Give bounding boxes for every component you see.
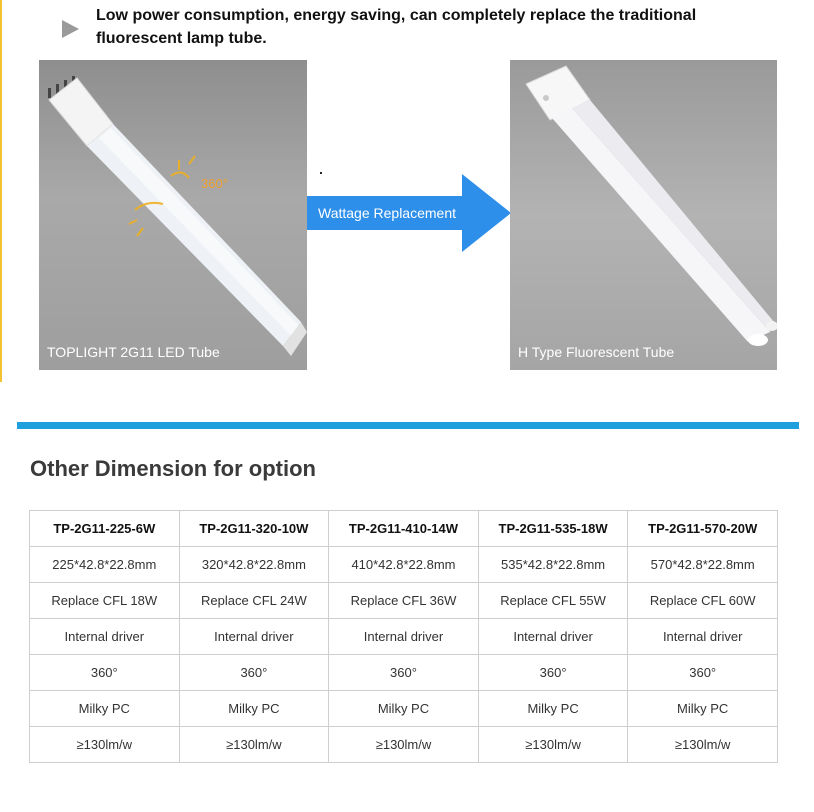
table-cell: Internal driver — [628, 619, 778, 655]
table-cell: Internal driver — [179, 619, 329, 655]
table-cell: 320*42.8*22.8mm — [179, 547, 329, 583]
table-cell: 225*42.8*22.8mm — [30, 547, 180, 583]
table-cell: ≥130lm/w — [30, 727, 180, 763]
table-cell: 360° — [329, 655, 479, 691]
table-cell: Internal driver — [329, 619, 479, 655]
fluorescent-tube-caption: H Type Fluorescent Tube — [518, 344, 675, 360]
table-cell: Replace CFL 60W — [628, 583, 778, 619]
beam-angle-label: 360° — [201, 176, 228, 191]
table-cell: 360° — [478, 655, 628, 691]
table-row — [30, 655, 778, 691]
table-cell: 360° — [628, 655, 778, 691]
table-cell: 410*42.8*22.8mm — [329, 547, 479, 583]
table-header-cell: TP-2G11-535-18W — [478, 511, 628, 547]
table-row — [30, 691, 778, 727]
table-row — [30, 583, 778, 619]
table-cell: ≥130lm/w — [179, 727, 329, 763]
table-cell: Milky PC — [329, 691, 479, 727]
table-cell: ≥130lm/w — [628, 727, 778, 763]
table-header-cell: TP-2G11-410-14W — [329, 511, 479, 547]
table-cell: Replace CFL 36W — [329, 583, 479, 619]
dimension-table — [29, 510, 778, 763]
table-header-cell: TP-2G11-320-10W — [179, 511, 329, 547]
table-header-row — [30, 511, 778, 547]
table-cell: ≥130lm/w — [478, 727, 628, 763]
table-cell: ≥130lm/w — [329, 727, 479, 763]
left-accent-line — [0, 0, 2, 382]
bullet-triangle-icon — [62, 20, 79, 38]
table-cell: Replace CFL 24W — [179, 583, 329, 619]
arrow-label: Wattage Replacement — [318, 205, 456, 221]
fluorescent-tube-photo — [510, 60, 777, 370]
table-cell: Milky PC — [179, 691, 329, 727]
table-row — [30, 619, 778, 655]
table-cell: 360° — [30, 655, 180, 691]
section-divider — [17, 422, 799, 429]
table-cell: Internal driver — [30, 619, 180, 655]
section-title: Other Dimension for option — [30, 456, 316, 481]
table-header-cell: TP-2G11-570-20W — [628, 511, 778, 547]
table-cell: Replace CFL 55W — [478, 583, 628, 619]
table-cell: 535*42.8*22.8mm — [478, 547, 628, 583]
table-header-cell: TP-2G11-225-6W — [30, 511, 180, 547]
table-row — [30, 727, 778, 763]
table-row — [30, 547, 778, 583]
table-cell: Milky PC — [30, 691, 180, 727]
led-tube-caption: TOPLIGHT 2G11 LED Tube — [47, 344, 220, 360]
headline-text: Low power consumption, energy saving, can completely replace the traditional fluorescent lamp tube. — [96, 7, 697, 47]
table-cell: Milky PC — [478, 691, 628, 727]
table-cell: 570*42.8*22.8mm — [628, 547, 778, 583]
table-cell: Internal driver — [478, 619, 628, 655]
table-cell: Replace CFL 18W — [30, 583, 180, 619]
table-cell: Milky PC — [628, 691, 778, 727]
table-cell: 360° — [179, 655, 329, 691]
led-tube-photo — [39, 60, 307, 370]
